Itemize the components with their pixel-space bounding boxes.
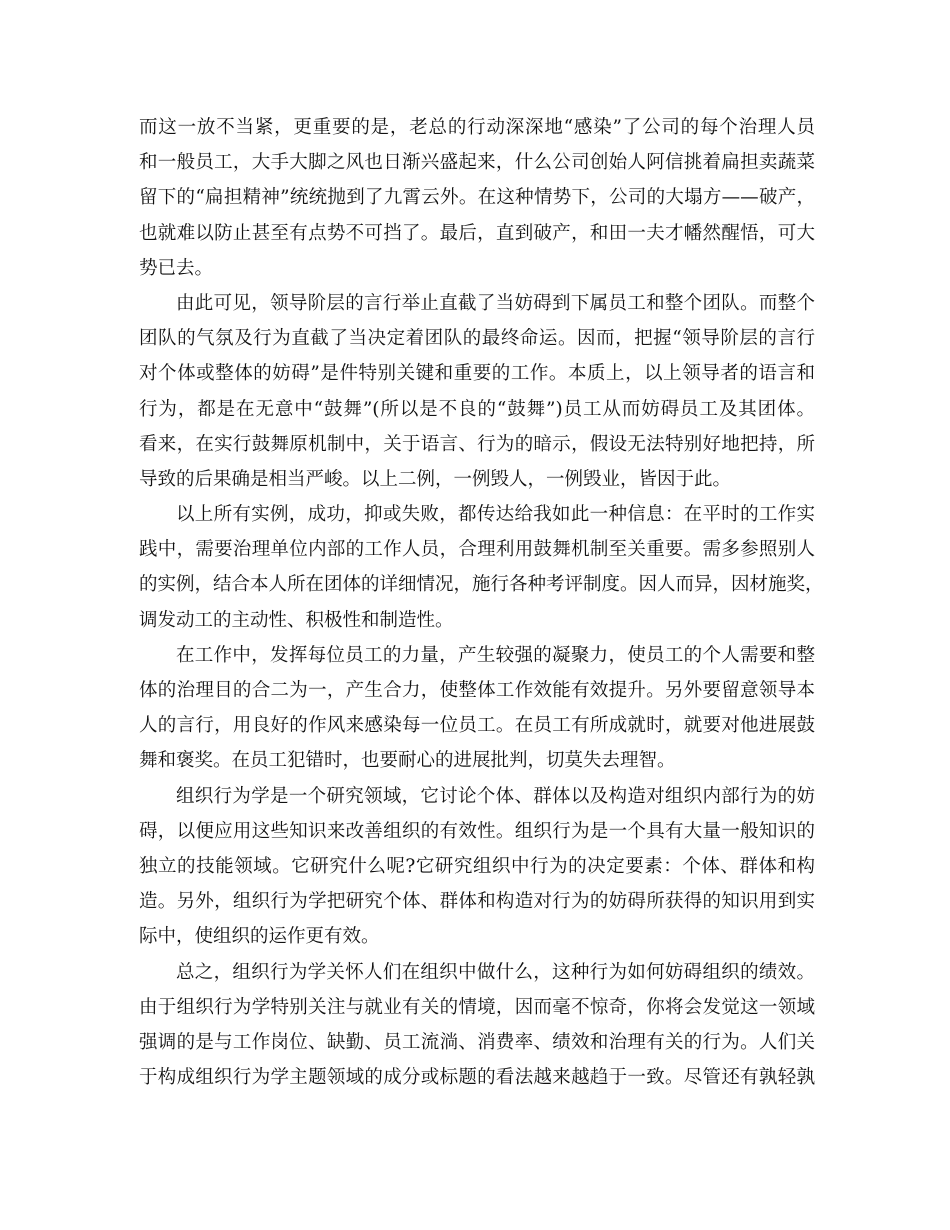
text-line: 也就难以防止甚至有点势不可挡了。最后，直到破产，和田一夫才幡然醒悟，可大 [139,222,815,244]
paragraph [139,779,815,955]
text-line: 于构成组织行为学主题领域的成分或标题的看法越来越趋于一致。尽管还有孰轻孰 [139,1067,815,1089]
text-line: 总之，组织行为学关怀人们在组织中做什么，这种行为如何妨碍组织的绩效。 [176,961,815,983]
text-line: 人的言行，用良好的作风来感染每一位员工。在员工有所成就时，就要对他进展鼓 [139,715,815,737]
text-line: 以上所有实例，成功，抑或失败，都传达给我如此一种信息：在平时的工作实 [176,504,815,526]
paragraph [139,955,815,1096]
text-line: 体的治理目的合二为一，产生合力，使整体工作效能有效提升。另外要留意领导本 [139,680,815,701]
text-line: 势已去。 [139,257,214,279]
text-line: 调发动工的主动性、积极性和制造性。 [139,609,454,631]
text-line: 看来，在实行鼓舞原机制中，关于语言、行为的暗示，假设无法特别好地把持，所 [139,433,815,455]
text-line: 和一般员工，大手大脚之风也日渐兴盛起来，什么公司创始人阿信挑着扁担卖蔬菜 [139,152,815,174]
text-line: 独立的技能领域。它研究什么呢?它研究组织中行为的决定要素：个体、群体和构 [139,855,815,877]
document-body [139,110,824,1095]
text-line: 团队的气氛及行为直截了当决定着团队的最终命运。因而，把握“领导阶层的言行 [139,328,815,350]
text-line: 而这一放不当紧，更重要的是，老总的行动深深地“感染”了公司的每个治理人员 [139,117,815,138]
text-line: 在工作中，发挥每位员工的力量，产生较强的凝聚力，使员工的个人需要和整 [176,644,815,666]
text-line: 强调的是与工作岗位、缺勤、员工流淌、消费率、绩效和治理有关的行为。人们关 [139,1031,815,1053]
text-line: 舞和褒奖。在员工犯错时，也要耐心的进展批判，切莫失去理智。 [139,750,676,772]
text-line: 造。另外，组织行为学把研究个体、群体和构造对行为的妨碍所获得的知识用到实 [139,891,815,913]
text-line: 组织行为学是一个研究领域，它讨论个体、群体以及构造对组织内部行为的妨 [176,785,815,807]
text-line: 对个体或整体的妨碍”是件特别关键和重要的工作。本质上，以上领导者的语言和 [139,363,815,385]
text-line: 由此可见，领导阶层的言行举止直截了当妨碍到下属员工和整个团队。而整个 [176,292,815,314]
paragraph [139,110,815,286]
text-line: 的实例，结合本人所在团体的详细情况，施行各种考评制度。因人而异，因材施奖， [139,574,824,596]
paragraph [139,286,815,497]
text-line: 际中，使组织的运作更有效。 [139,926,380,948]
paragraph [139,638,815,779]
text-line: 践中，需要治理单位内部的工作人员，合理利用鼓舞机制至关重要。需多参照别人 [139,539,815,561]
text-line: 行为，都是在无意中“鼓舞”(所以是不良的“鼓舞”)员工从而妨碍员工及其团体。 [139,398,815,420]
text-line: 留下的“扁担精神”统统抛到了九霄云外。在这种情势下，公司的大塌方——破产， [139,187,815,209]
paragraph [139,497,824,638]
text-line: 导致的后果确是相当严峻。以上二例，一例毁人，一例毁业，皆因于此。 [139,468,732,490]
text-line: 由于组织行为学特别关注与就业有关的情境，因而毫不惊奇，你将会发觉这一领域 [139,996,815,1018]
text-line: 碍，以便应用这些知识来改善组织的有效性。组织行为是一个具有大量一般知识的 [139,820,815,842]
